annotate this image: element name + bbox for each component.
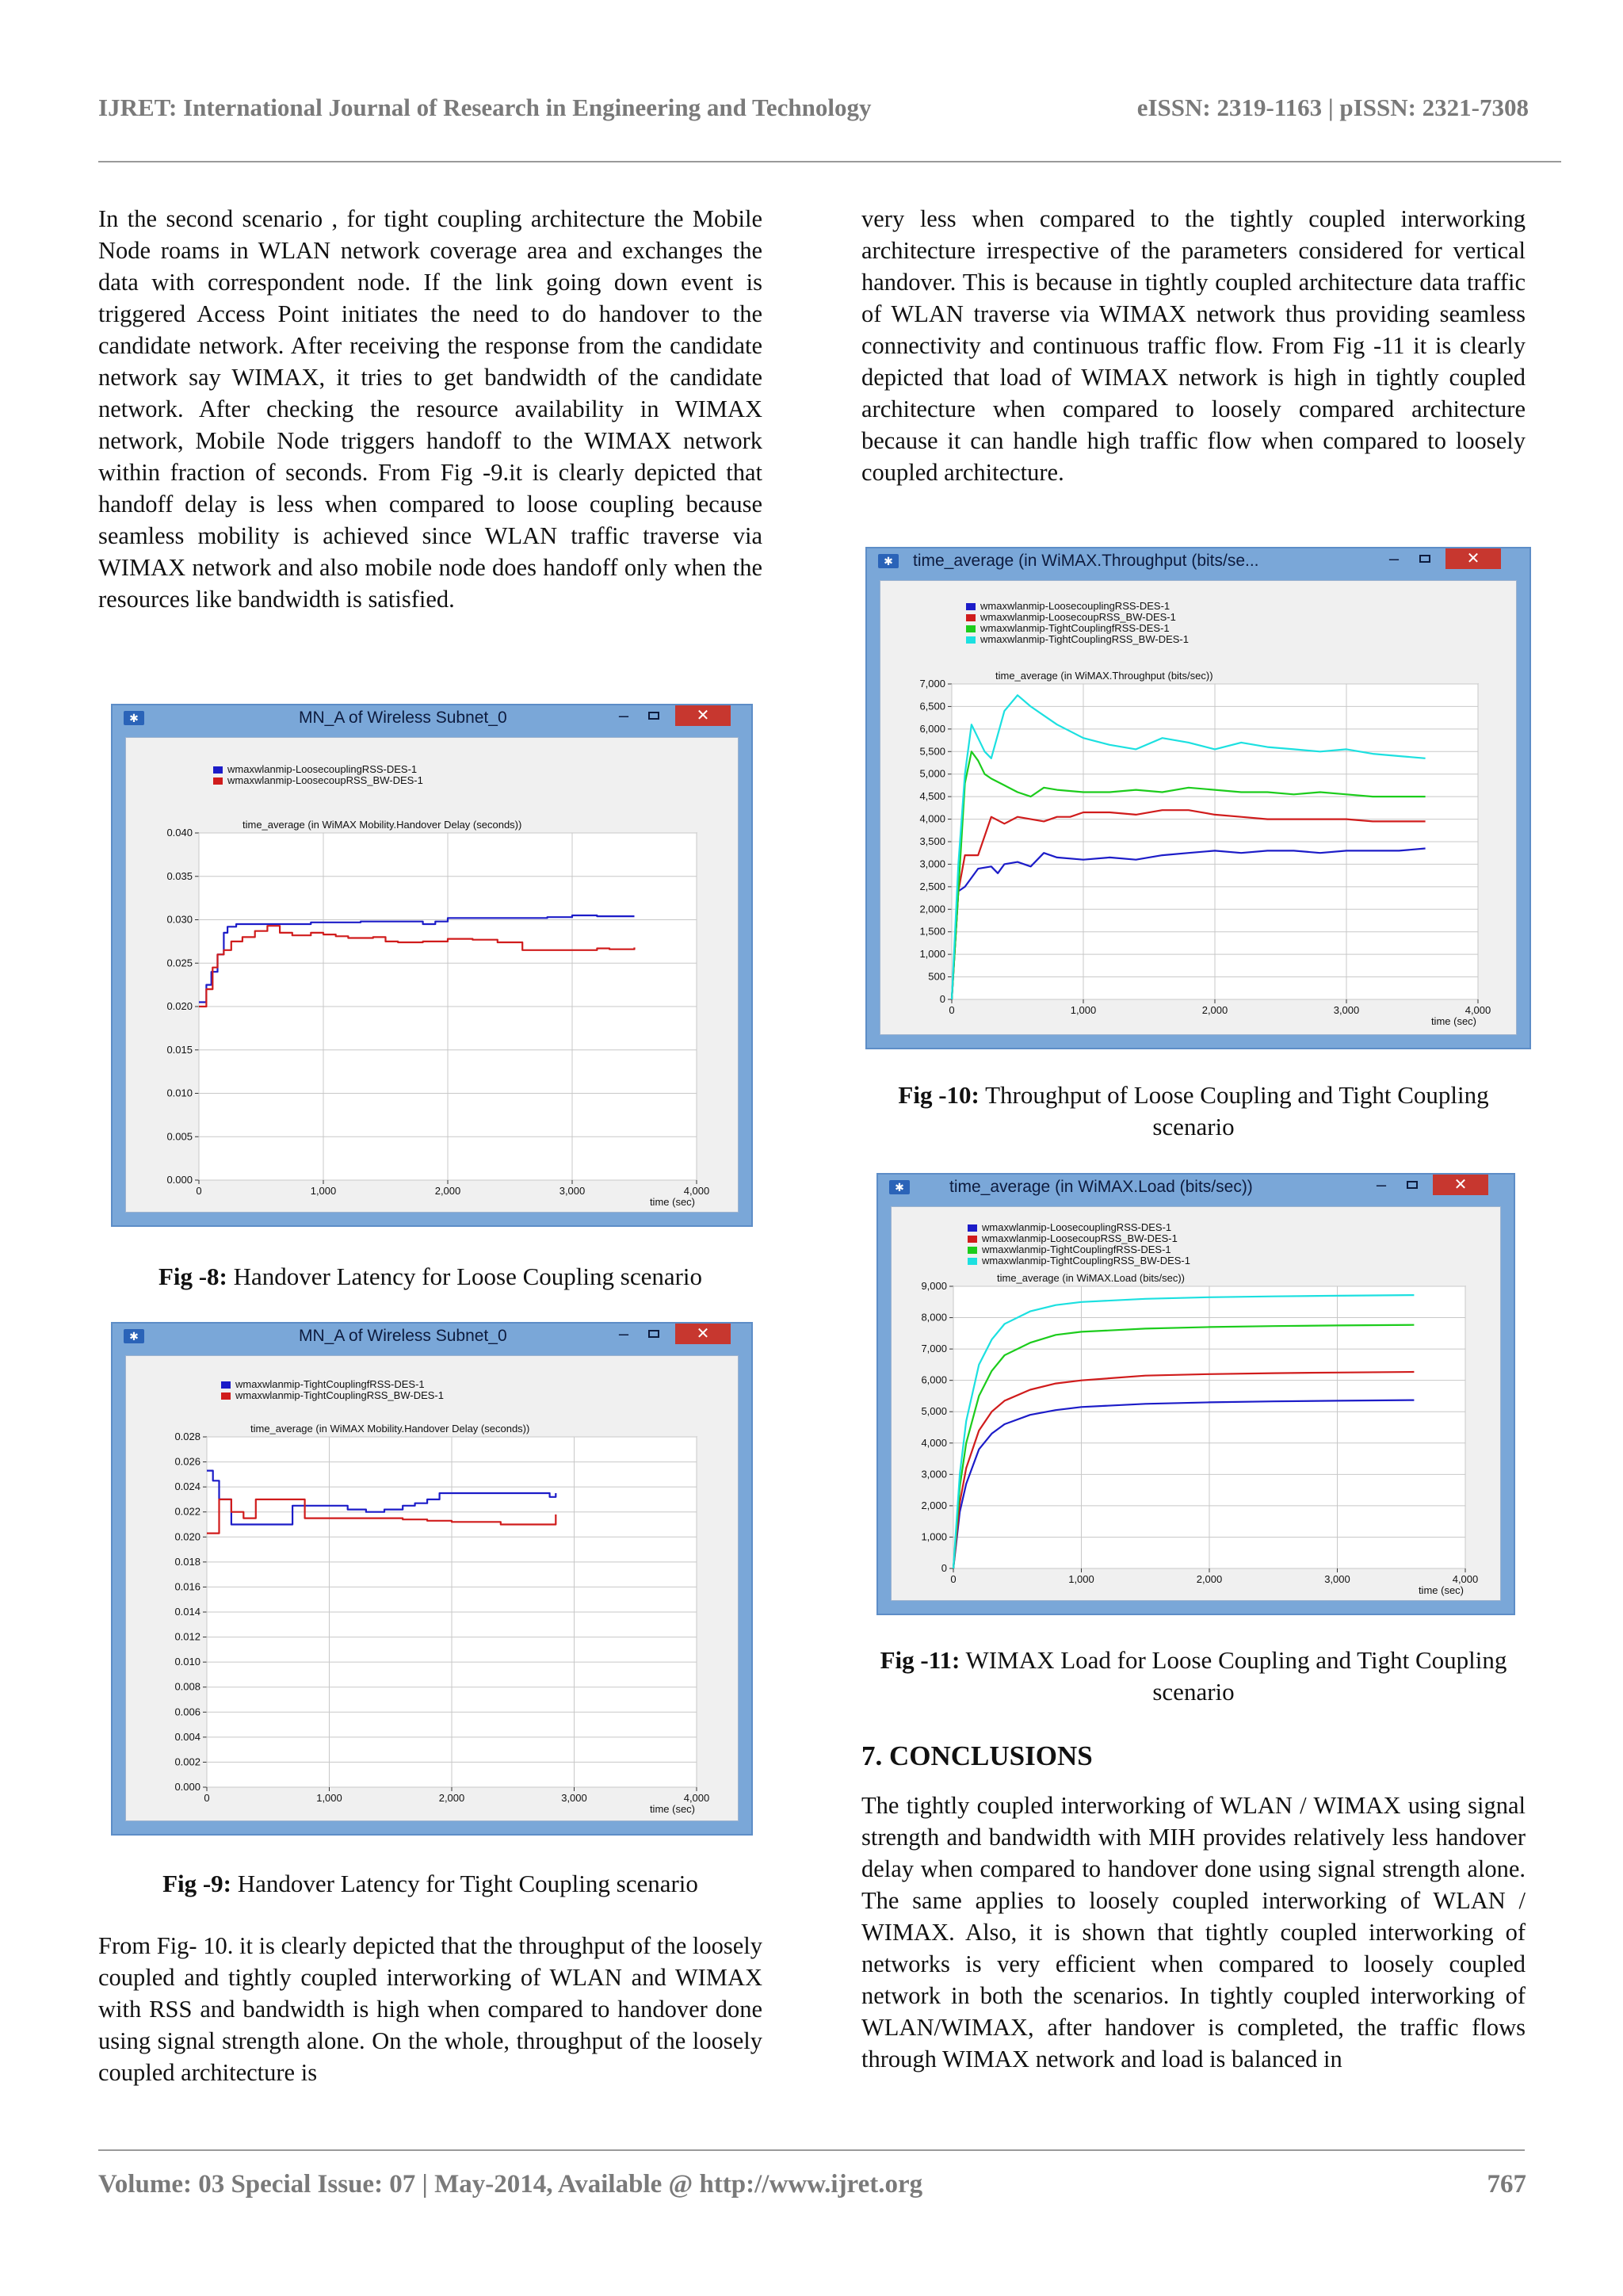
legend-swatch: [221, 1392, 231, 1400]
y-tick-label: 0.000: [166, 1174, 193, 1186]
y-tick-label: 2,000: [921, 1499, 947, 1511]
fig8-window: [111, 704, 753, 1227]
chart-title: time_average (in WiMAX Mobility.Handover Delay (seconds)): [250, 1423, 530, 1435]
fig10-window-title: time_average (in WiMAX.Throughput (bits/se...: [913, 552, 1259, 570]
y-tick-label: 0.040: [166, 827, 193, 839]
y-tick-label: 6,500: [919, 700, 945, 712]
y-tick-label: 0.014: [174, 1606, 200, 1618]
fig9-caption-text: Handover Latency for Tight Coupling scenario: [237, 1870, 698, 1897]
minimize-button[interactable]: –: [618, 705, 629, 725]
legend-label: wmaxwlanmip-LoosecoupRSS_BW-DES-1: [227, 774, 423, 786]
legend-label: wmaxwlanmip-TightCouplingfRSS-DES-1: [235, 1378, 425, 1390]
x-tick-label: 3,000: [1324, 1573, 1350, 1585]
legend-swatch: [966, 614, 976, 621]
y-tick-label: 0.015: [166, 1043, 193, 1056]
y-tick-label: 1,000: [921, 1530, 947, 1543]
fig9-window-title: MN_A of Wireless Subnet_0: [299, 1327, 507, 1345]
paragraph-conclusions: The tightly coupled interworking of WLAN / WIMAX using signal strength and bandwidth with MIH provides relatively less handover delay when compared to handover done using signal strength alone. The same applies to loosely coupled interworking of WLAN / WIMAX. Also, it is shown that tightly coupled interworking of networks is very efficient when compared to loosely coupled network in both the scenarios. In tightly coupled interworking of WLAN/WIMAX, after handover is completed, the traffic flows through WIMAX network and load is balanced in: [861, 1792, 1526, 2073]
y-tick-label: 500: [928, 970, 945, 983]
x-tick-label: 2,000: [438, 1792, 465, 1804]
y-tick-label: 7,000: [921, 1343, 947, 1355]
legend-swatch: [213, 766, 223, 774]
left-column-top: [98, 203, 762, 615]
fig8-chart: [126, 738, 741, 1215]
fig8-label: Fig -8:: [158, 1263, 227, 1290]
legend-swatch: [968, 1224, 977, 1232]
y-tick-label: 5,000: [921, 1405, 947, 1418]
y-tick-label: 0.012: [174, 1630, 200, 1643]
fig9-label: Fig -9:: [162, 1870, 232, 1897]
legend-label: wmaxwlanmip-LoosecouplingRSS-DES-1: [982, 1221, 1172, 1233]
fig9-window: [111, 1322, 753, 1836]
fig8-titlebar: [113, 705, 751, 732]
fig8-caption-text: Handover Latency for Loose Coupling scenario: [233, 1263, 703, 1290]
fig11-window-title: time_average (in WiMAX.Load (bits/sec)): [949, 1178, 1253, 1196]
x-tick-label: 3,000: [559, 1185, 586, 1197]
y-tick-label: 2,000: [919, 903, 945, 915]
y-tick-label: 0.008: [174, 1680, 200, 1693]
y-tick-label: 5,000: [919, 767, 945, 780]
minimize-button[interactable]: –: [1388, 548, 1400, 568]
y-tick-label: 7,000: [919, 678, 945, 690]
x-tick-label: 4,000: [683, 1792, 710, 1804]
legend-swatch: [966, 636, 976, 644]
y-tick-label: 0.018: [174, 1555, 200, 1568]
paragraph-throughput: From Fig- 10. it is clearly depicted that the throughput of the loosely coupled and tightly coupled interworking of WLAN and WIMAX with RSS and bandwidth is high when compared to handover done using signal strength alone. On the whole, throughput of the loosely coupled architecture is: [98, 1932, 762, 2086]
y-tick-label: 0.006: [174, 1706, 200, 1718]
legend-swatch: [966, 625, 976, 632]
fig10-label: Fig -10:: [898, 1081, 980, 1109]
y-tick-label: 2,500: [919, 880, 945, 892]
x-tick-label: 1,000: [316, 1792, 342, 1804]
y-tick-label: 0: [939, 993, 945, 1005]
y-tick-label: 5,500: [919, 745, 945, 758]
fig10-window: [865, 547, 1531, 1049]
x-axis-label: time (sec): [649, 1803, 695, 1815]
fig8-plot-area: [125, 737, 739, 1213]
x-tick-label: 4,000: [1452, 1573, 1479, 1585]
y-tick-label: 0.005: [166, 1130, 193, 1143]
fig9-titlebar: [113, 1324, 751, 1350]
maximize-button[interactable]: [1419, 555, 1430, 563]
fig11-caption: [861, 1645, 1526, 1708]
maximize-button[interactable]: [648, 712, 659, 720]
y-tick-label: 3,000: [921, 1468, 947, 1480]
legend-swatch: [968, 1236, 977, 1243]
y-tick-label: 9,000: [921, 1280, 947, 1292]
chart-title: time_average (in WiMAX Mobility.Handover Delay (seconds)): [242, 819, 522, 831]
x-tick-label: 0: [949, 1004, 955, 1016]
y-tick-label: 1,500: [919, 925, 945, 938]
legend-label: wmaxwlanmip-LoosecoupRSS_BW-DES-1: [980, 611, 1176, 623]
x-tick-label: 1,000: [310, 1185, 337, 1197]
right-column-bottom: [861, 1790, 1526, 2075]
paragraph-interworking: very less when compared to the tightly coupled interworking architecture irrespective of the parameters considered for vertical handover. This is because in tightly coupled architecture data traffic of WLAN traverse via WIMAX network thus providing seamless connectivity and continuous traffic flow. From Fig -11 it is clearly depicted that load of WIMAX network is high in tightly coupled architecture when compared to loosely compared architecture because it can handle high traffic flow when compared to loosely coupled architecture.: [861, 205, 1526, 486]
x-tick-label: 3,000: [1333, 1004, 1360, 1016]
x-axis-label: time (sec): [649, 1196, 695, 1208]
x-axis-label: time (sec): [1418, 1584, 1464, 1596]
paragraph-scenario: In the second scenario , for tight coupling architecture the Mobile Node roams in WLAN network coverage area and exchanges the data with correspondent node. If the link going down event is triggered Access Point initiates the need to do handover to the candidate network. After receiving the response from the candidate network say WIMAX, it tries to get bandwidth of the candidate network. After checking the resource availability in WIMAX network, Mobile Node triggers handoff to the WIMAX network within fraction of seconds. From Fig -9.it is clearly depicted that handoff delay is less when compared to loose coupling because seamless mobility is achieved since WLAN traffic traverse via WIMAX network and also mobile node does handoff only when the resources like bandwidth is satisfied.: [98, 205, 762, 613]
legend-label: wmaxwlanmip-LoosecouplingRSS-DES-1: [980, 600, 1170, 612]
close-button[interactable]: ✕: [675, 705, 731, 726]
page-footer: [98, 2170, 1525, 2210]
y-tick-label: 0.010: [174, 1656, 200, 1668]
footer-volume: Volume: 03 Special Issue: 07 | May-2014, Available @ http://www.ijret.org: [98, 2170, 923, 2199]
fig10-plot-area: [880, 580, 1517, 1035]
y-tick-label: 4,000: [921, 1436, 947, 1449]
y-tick-label: 0.002: [174, 1755, 200, 1768]
header-rule: [98, 161, 1561, 162]
y-tick-label: 3,000: [919, 858, 945, 870]
y-tick-label: 0.025: [166, 957, 193, 969]
fig10-titlebar: [867, 548, 1529, 575]
y-tick-label: 0.020: [174, 1530, 200, 1543]
x-tick-label: 3,000: [561, 1792, 587, 1804]
y-tick-label: 0.010: [166, 1087, 193, 1099]
fig8-caption: [98, 1261, 762, 1293]
y-tick-label: 3,500: [919, 835, 945, 847]
legend-label: wmaxwlanmip-LoosecouplingRSS-DES-1: [227, 763, 418, 775]
window-menu-icon[interactable]: ✱: [878, 554, 899, 568]
legend-swatch: [968, 1247, 977, 1254]
issn: eISSN: 2319-1163 | pISSN: 2321-7308: [1136, 94, 1529, 121]
fig9-caption: [98, 1868, 762, 1900]
journal-name: IJRET: International Journal of Research in Engineering and Technology: [98, 94, 872, 121]
y-tick-label: 4,500: [919, 790, 945, 803]
y-tick-label: 0.004: [174, 1730, 200, 1743]
fig11-label: Fig -11:: [880, 1646, 960, 1674]
legend-swatch: [966, 603, 976, 610]
page-header: [98, 94, 1529, 133]
x-tick-label: 4,000: [683, 1185, 710, 1197]
y-tick-label: 0.022: [174, 1505, 200, 1518]
x-tick-label: 1,000: [1068, 1573, 1094, 1585]
x-tick-label: 0: [950, 1573, 957, 1585]
x-tick-label: 2,000: [1196, 1573, 1223, 1585]
y-tick-label: 0.030: [166, 913, 193, 926]
window-menu-icon[interactable]: ✱: [124, 711, 144, 725]
section-title: 7. CONCLUSIONS: [861, 1740, 1093, 1771]
chart-title: time_average (in WiMAX.Throughput (bits/sec)): [995, 670, 1213, 682]
legend-label: wmaxwlanmip-TightCouplingfRSS-DES-1: [980, 622, 1170, 634]
x-tick-label: 0: [204, 1792, 210, 1804]
maximize-button[interactable]: [1407, 1181, 1418, 1189]
fig11-window: [876, 1173, 1515, 1615]
y-tick-label: 1,000: [919, 948, 945, 961]
legend-swatch: [221, 1381, 231, 1389]
fig9-plot-area: [125, 1355, 739, 1821]
chart-title: time_average (in WiMAX.Load (bits/sec)): [997, 1272, 1185, 1284]
close-button[interactable]: ✕: [1445, 548, 1501, 569]
x-tick-label: 4,000: [1465, 1004, 1491, 1016]
minimize-button[interactable]: –: [1376, 1175, 1387, 1194]
x-tick-label: 2,000: [1201, 1004, 1228, 1016]
legend-label: wmaxwlanmip-TightCouplingRSS_BW-DES-1: [982, 1255, 1190, 1266]
y-tick-label: 0: [941, 1562, 947, 1574]
fig9-chart: [126, 1356, 741, 1824]
x-tick-label: 0: [196, 1185, 202, 1197]
y-tick-label: 0.024: [174, 1480, 200, 1493]
x-tick-label: 1,000: [1070, 1004, 1097, 1016]
fig10-caption-text: Throughput of Loose Coupling and Tight Coupling scenario: [985, 1081, 1489, 1140]
fig11-plot-area: [891, 1206, 1501, 1601]
y-tick-label: 0.028: [174, 1431, 200, 1442]
footer-rule: [98, 2149, 1525, 2151]
legend-label: wmaxwlanmip-TightCouplingfRSS-DES-1: [982, 1244, 1171, 1255]
y-tick-label: 8,000: [921, 1311, 947, 1324]
legend-swatch: [968, 1258, 977, 1265]
y-tick-label: 0.020: [166, 1000, 193, 1012]
legend-label: wmaxwlanmip-TightCouplingRSS_BW-DES-1: [235, 1389, 444, 1401]
x-axis-label: time (sec): [1430, 1015, 1476, 1027]
maximize-button[interactable]: [648, 1330, 659, 1338]
fig10-caption: [861, 1079, 1526, 1143]
y-tick-label: 0.035: [166, 869, 193, 882]
fig11-chart: [892, 1207, 1503, 1603]
fig10-chart: [880, 581, 1519, 1037]
y-tick-label: 0.016: [174, 1580, 200, 1593]
minimize-button[interactable]: –: [618, 1324, 629, 1343]
y-tick-label: 6,000: [921, 1373, 947, 1386]
page-number: 767: [1487, 2170, 1526, 2199]
legend-label: wmaxwlanmip-TightCouplingRSS_BW-DES-1: [980, 633, 1189, 645]
fig11-caption-text: WIMAX Load for Loose Coupling and Tight Coupling scenario: [965, 1646, 1507, 1706]
legend-swatch: [213, 777, 223, 785]
window-menu-icon[interactable]: ✱: [124, 1329, 144, 1343]
y-tick-label: 0.026: [174, 1455, 200, 1468]
left-column-bottom: [98, 1930, 762, 2088]
close-button[interactable]: ✕: [675, 1324, 731, 1344]
fig11-titlebar: [878, 1175, 1514, 1201]
legend-label: wmaxwlanmip-LoosecoupRSS_BW-DES-1: [982, 1232, 1178, 1244]
window-menu-icon[interactable]: ✱: [889, 1180, 910, 1194]
close-button[interactable]: ✕: [1433, 1175, 1488, 1195]
y-tick-label: 0.000: [174, 1781, 200, 1793]
y-tick-label: 4,000: [919, 812, 945, 825]
x-tick-label: 2,000: [434, 1185, 461, 1197]
fig8-window-title: MN_A of Wireless Subnet_0: [299, 709, 507, 727]
y-tick-label: 6,000: [919, 722, 945, 735]
right-column-top: [861, 203, 1526, 488]
